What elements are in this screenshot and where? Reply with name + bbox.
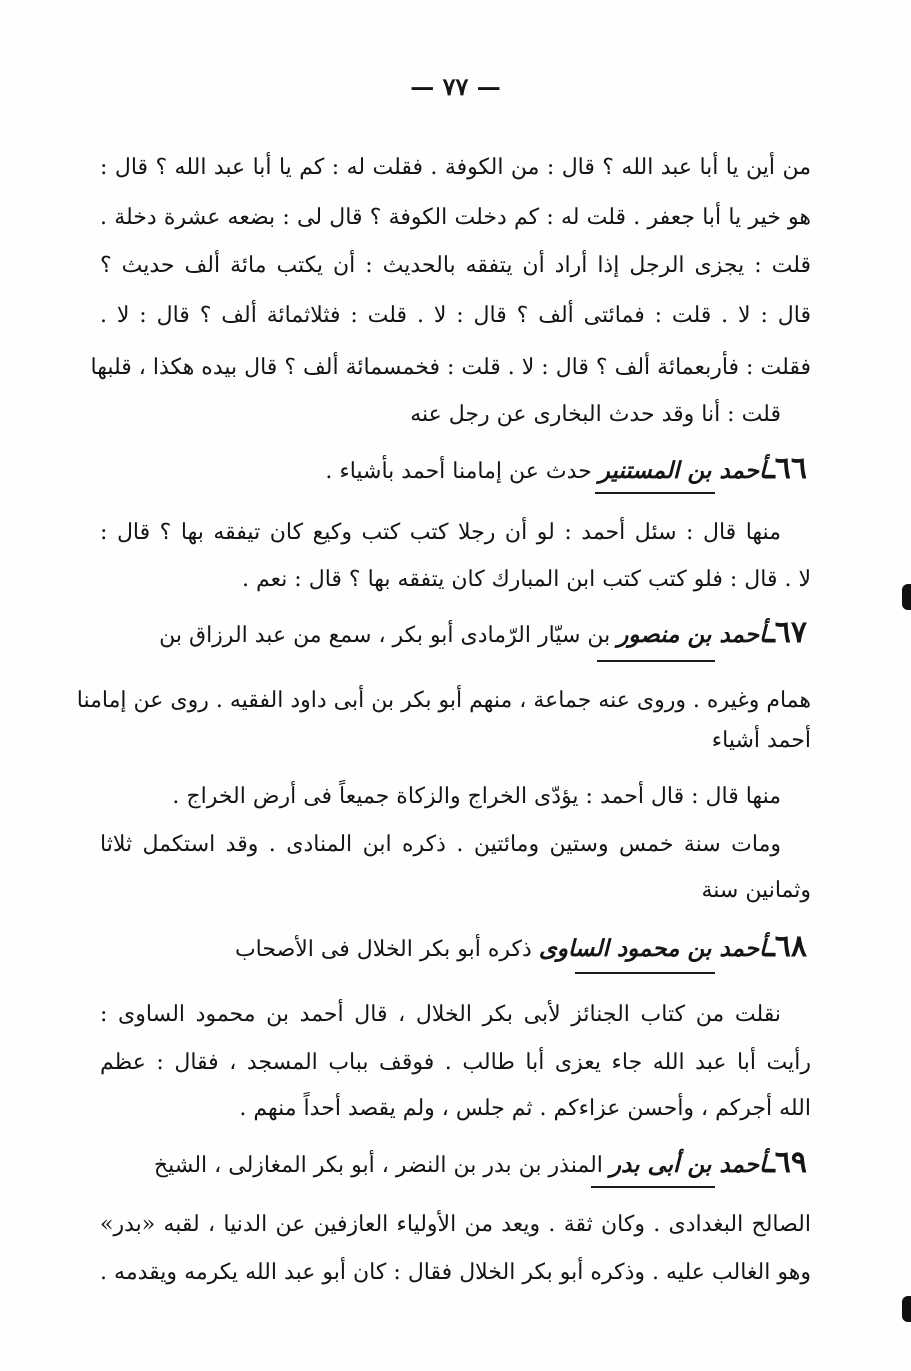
text-line: قلت : يجزى الرجل إذا أراد أن يتفقه بالحديث : أن يكتب مائة ألف حديث ؟ xyxy=(100,253,811,278)
entry-66-heading: ٦٦ـأحمد بن المستنير حدث عن إمامنا أحمد بأشياء . xyxy=(325,451,807,486)
entry-67-text: بن سيّار الرّمادى أبو بكر ، سمع من عبد الرزاق بن xyxy=(159,623,611,648)
entry-68-name: أحمد بن محمود الساوى xyxy=(538,935,766,962)
binding-mark xyxy=(902,1296,911,1322)
entry-68-heading: ٦٨ـأحمد بن محمود الساوى ذكره أبو بكر الخلال فى الأصحاب xyxy=(234,929,807,964)
entry-67-number: ٦٧ xyxy=(774,615,807,650)
text-line: رأيت أبا عبد الله جاء يعزى أبا طالب . فوقف بباب المسجد ، فقال : عظم xyxy=(100,1050,811,1075)
entry-66-text: حدث عن إمامنا أحمد بأشياء . xyxy=(325,459,592,484)
entry-69-name: أحمد بن أبى بدر xyxy=(609,1151,766,1178)
entry-68-text: ذكره أبو بكر الخلال فى الأصحاب xyxy=(234,937,532,962)
entry-66-name: أحمد بن المستنير xyxy=(598,457,766,484)
page-number: — ٧٧ — xyxy=(410,72,501,101)
entry-67-name: أحمد بن منصور xyxy=(617,621,766,648)
binding-mark xyxy=(902,584,911,610)
text-line: همام وغيره . وروى عنه جماعة ، منهم أبو بكر بن أبى داود الفقيه . روى عن إمامنا xyxy=(76,688,811,713)
entry-67-name-underline xyxy=(597,660,715,662)
entry-68-number: ٦٨ xyxy=(774,929,807,964)
text-line: نقلت من كتاب الجنائز لأبى بكر الخلال ، قال أحمد بن محمود الساوى : xyxy=(100,1002,781,1027)
text-line: قال : لا . قلت : فمائتى ألف ؟ قال : لا . قلت : فثلاثمائة ألف ؟ قال : لا . xyxy=(100,303,811,328)
text-line: منها قال : سئل أحمد : لو أن رجلا كتب كتب وكيع كان تيفقه بها ؟ قال : xyxy=(100,520,781,545)
text-line: أحمد أشياء xyxy=(711,728,811,753)
entry-69-name-underline xyxy=(591,1186,715,1188)
entry-66-number: ٦٦ xyxy=(774,451,807,486)
entry-68-name-underline xyxy=(575,972,715,974)
text-line: منها قال : قال أحمد : يؤدّى الخراج والزكاة جميعاً فى أرض الخراج . xyxy=(172,784,781,809)
entry-66-name-underline xyxy=(595,492,715,494)
entry-67-heading: ٦٧ـأحمد بن منصور بن سيّار الرّمادى أبو بكر ، سمع من عبد الرزاق بن xyxy=(159,615,807,650)
entry-69-text: المنذر بن بدر بن النضر ، أبو بكر المغازلى ، الشيخ xyxy=(153,1153,603,1178)
text-line: الله أجركم ، وأحسن عزاءكم . ثم جلس ، ولم يقصد أحداً منهم . xyxy=(239,1096,811,1121)
text-line: ومات سنة خمس وستين ومائتين . ذكره ابن المنادى . وقد استكمل ثلاثا xyxy=(100,832,781,857)
text-line: هو خير يا أبا جعفر . قلت له : كم دخلت الكوفة ؟ قال لى : بضعه عشرة دخلة . xyxy=(100,205,811,230)
text-line: فقلت : فأربعمائة ألف ؟ قال : لا . قلت : فخمسمائة ألف ؟ قال بيده هكذا ، قلبها xyxy=(90,355,811,380)
text-line: وثمانين سنة xyxy=(701,878,811,903)
text-line: قلت : أنا وقد حدث البخارى عن رجل عنه xyxy=(410,402,781,427)
entry-69-number: ٦٩ xyxy=(774,1145,807,1180)
text-line: الصالح البغدادى . وكان ثقة . ويعد من الأولياء العازفين عن الدنيا ، لقبه «بدر» xyxy=(100,1212,811,1237)
text-line: من أين يا أبا عبد الله ؟ قال : من الكوفة . فقلت له : كم يا أبا عبد الله ؟ قال : xyxy=(100,155,811,180)
text-line: وهو الغالب عليه . وذكره أبو بكر الخلال فقال : كان أبو عبد الله يكرمه ويقدمه . xyxy=(100,1260,811,1285)
text-line: لا . قال : فلو كتب كتب ابن المبارك كان يتفقه بها ؟ قال : نعم . xyxy=(241,567,811,592)
entry-69-heading: ٦٩ـأحمد بن أبى بدر المنذر بن بدر بن النضر ، أبو بكر المغازلى ، الشيخ xyxy=(153,1145,807,1180)
